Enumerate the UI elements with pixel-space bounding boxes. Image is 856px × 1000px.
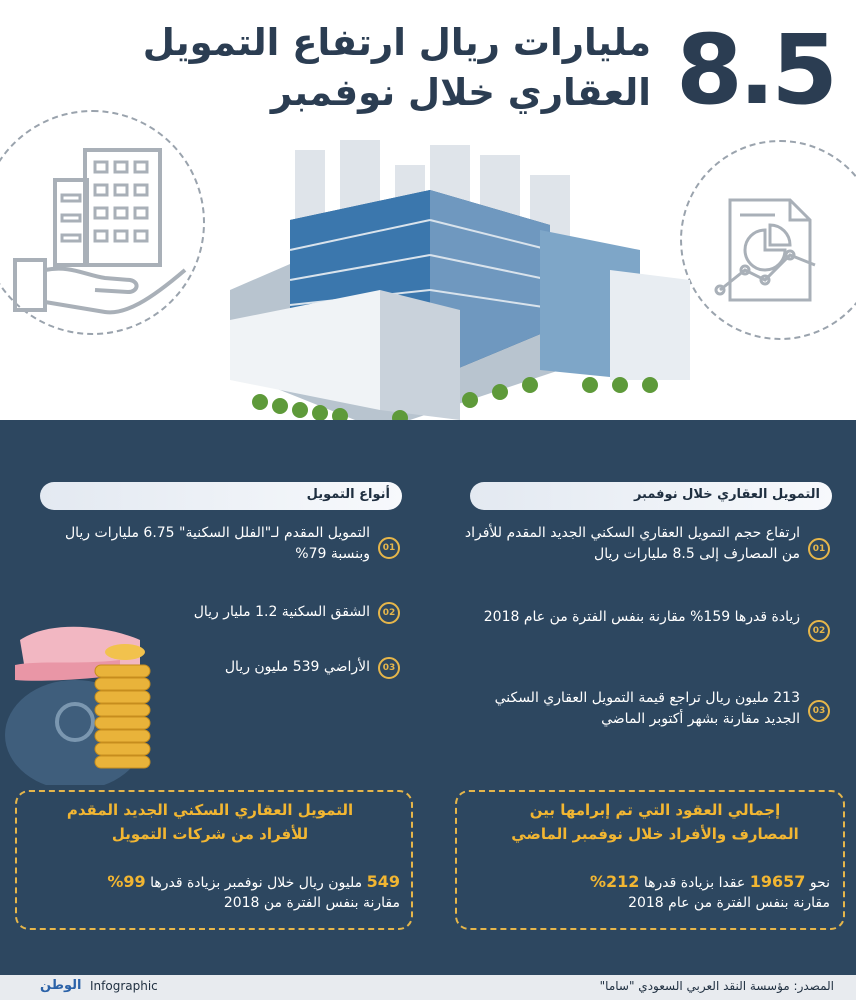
right-item-2-text: زيادة قدرها 159% مقارنة بنفس الفترة من عام 2018 bbox=[483, 609, 800, 625]
left-summary-mid: مليون ريال خلال نوفمبر بزيادة قدرها bbox=[150, 875, 363, 891]
right-summary-count: 19657 bbox=[749, 872, 806, 891]
right-item-3-text: 213 مليون ريال تراجع قيمة التمويل العقاري السكني الجديد مقارنة بشهر أكتوبر الماضي bbox=[494, 690, 800, 727]
headline-title bbox=[91, 18, 651, 118]
left-item-2-text: الشقق السكنية 1.2 مليار ريال bbox=[193, 604, 370, 620]
right-summary-text bbox=[470, 872, 830, 913]
right-summary-lead: نحو bbox=[809, 875, 830, 891]
left-item-3-text: الأراضي 539 مليون ريال bbox=[224, 659, 370, 675]
right-summary-percent: 212% bbox=[589, 872, 640, 891]
left-column-title: أنواع التمويل bbox=[40, 482, 402, 510]
left-summary-tail: مقارنة بنفس الفترة من 2018 bbox=[223, 895, 400, 911]
right-column-title: التمويل العقاري خلال نوفمبر bbox=[470, 482, 832, 510]
right-item-1-text: ارتفاع حجم التمويل العقاري السكني الجديد المقدم للأفراد من المصارف إلى 8.5 مليارات ريال bbox=[464, 525, 800, 562]
hand-coins-illustration bbox=[0, 610, 175, 785]
headline-number: 8.5 bbox=[675, 14, 834, 126]
hand-building-icon bbox=[10, 140, 190, 330]
left-summary-text bbox=[30, 872, 400, 913]
right-item-2-number: 02 bbox=[808, 620, 830, 642]
right-summary-tail: مقارنة بنفس الفترة من عام 2018 bbox=[628, 895, 830, 911]
headline-line-2: العقاري خلال نوفمبر bbox=[270, 71, 651, 114]
right-item-3-number: 03 bbox=[808, 700, 830, 722]
header-section bbox=[0, 0, 856, 420]
right-summary-mid: عقدا بزيادة قدرها bbox=[643, 875, 746, 891]
right-item-1-number: 01 bbox=[808, 538, 830, 560]
footer bbox=[0, 975, 856, 1000]
source-text: المصدر: مؤسسة النقد العربي السعودي "ساما" bbox=[599, 979, 834, 993]
headline-line-1: مليارات ريال ارتفاع التمويل bbox=[142, 21, 651, 64]
left-summary-title: التمويل العقاري السكني الجديد المقدم للأفراد من شركات التمويل bbox=[45, 798, 375, 846]
left-item-2-number: 02 bbox=[378, 602, 400, 624]
brand-logo: الوطن bbox=[40, 978, 82, 993]
document-chart-icon bbox=[710, 190, 830, 310]
left-item-3-number: 03 bbox=[378, 657, 400, 679]
left-item-1-text: التمويل المقدم لـ"الفلل السكنية" 6.75 مليارات ريال وبنسبة 79% bbox=[64, 525, 370, 562]
left-item-1-number: 01 bbox=[378, 537, 400, 559]
right-summary-title: إجمالي العقود التي تم إبرامها بين المصارف والأفراد خلال نوفمبر الماضي bbox=[495, 798, 815, 846]
buildings-illustration bbox=[170, 130, 710, 430]
left-summary-percent: 99% bbox=[107, 872, 146, 891]
left-summary-amount: 549 bbox=[366, 872, 400, 891]
infographic-label: Infographic bbox=[90, 979, 158, 993]
